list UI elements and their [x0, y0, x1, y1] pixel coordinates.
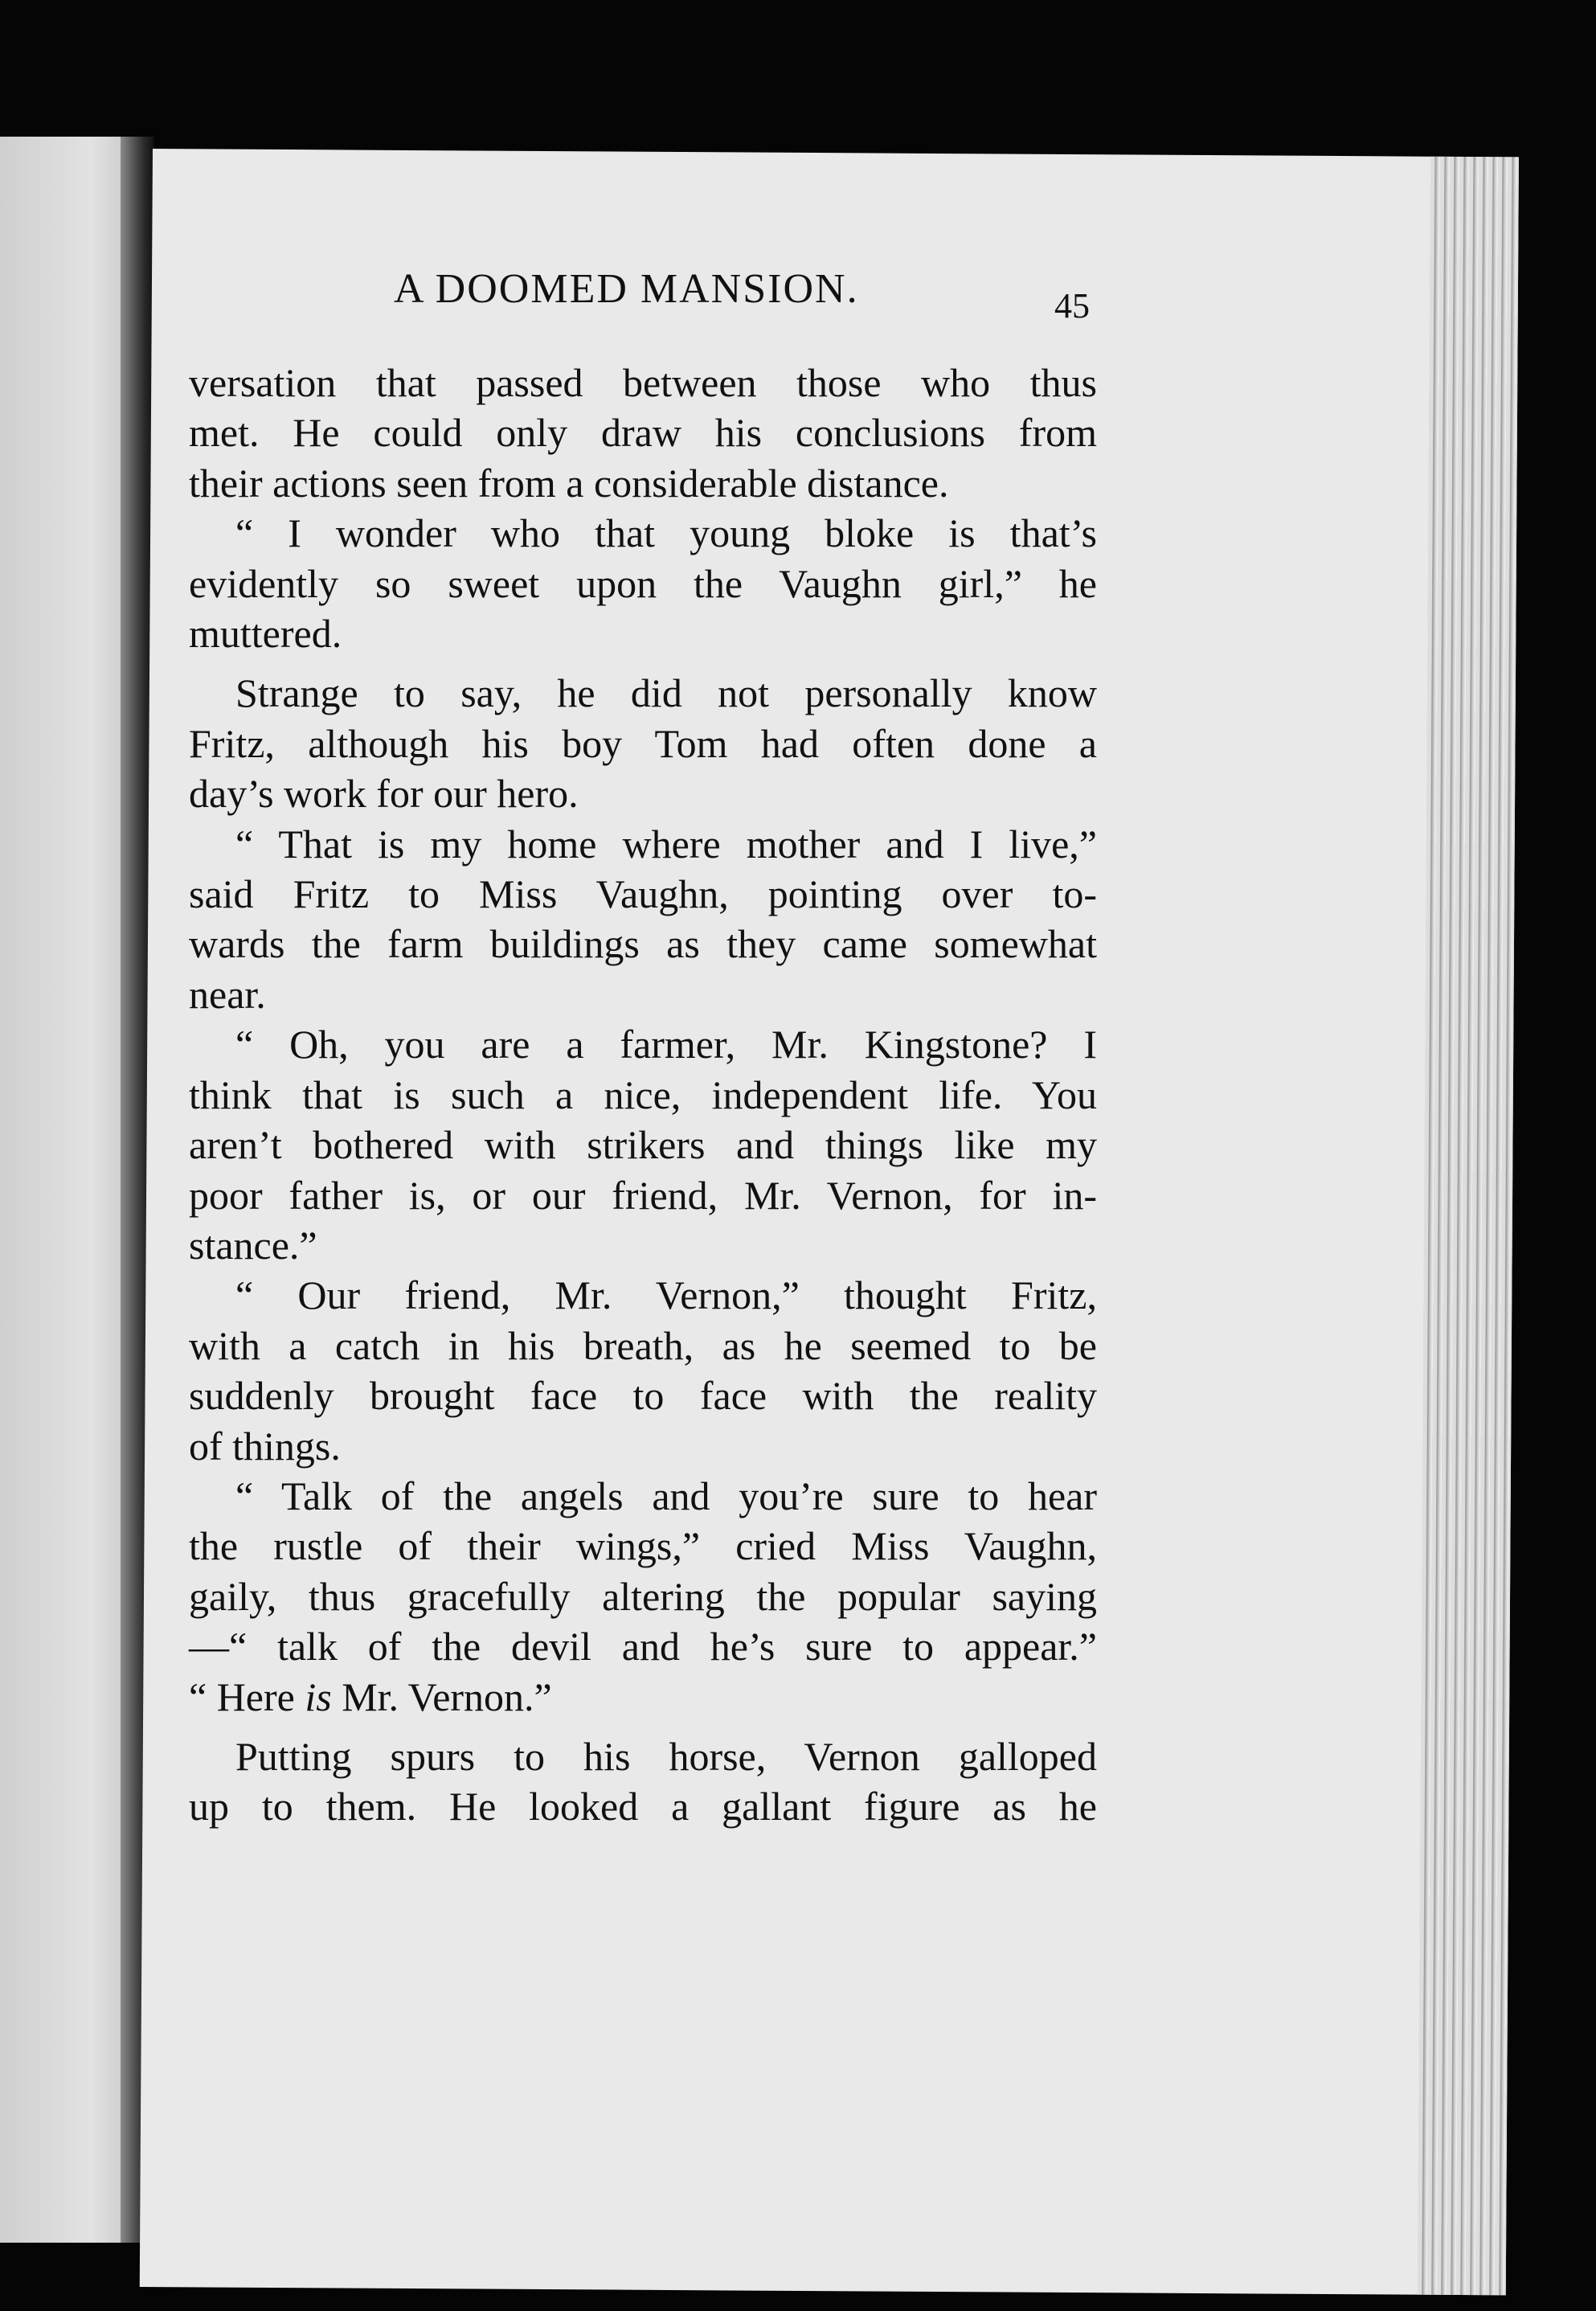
text-line: their actions seen from a considerable distance. [189, 460, 949, 506]
text-line: Strange to say, he did not personally know [235, 670, 1097, 716]
text-line: of things. [189, 1423, 341, 1469]
text-line: up to them. He looked a gallant figure as he [189, 1784, 1097, 1830]
text-line: Fritz, although his boy Tom had often done a [189, 720, 1097, 766]
text-line: with a catch in his breath, as he seemed to be [189, 1322, 1097, 1368]
text-line: Putting spurs to his horse, Vernon galloped [235, 1733, 1097, 1779]
text-line: evidently so sweet upon the Vaughn girl,” he [189, 560, 1097, 606]
italic-word: is [305, 1674, 332, 1719]
text-line: suddenly brought face to face with the reality [189, 1373, 1097, 1419]
text-line: versation that passed between those who thus [189, 360, 1097, 405]
text-line: “ Talk of the angels and you’re sure to hear [235, 1473, 1097, 1518]
running-title: A DOOMED MANSION. [394, 266, 859, 312]
paragraph [189, 358, 1097, 508]
text-line: think that is such a nice, independent life. You [189, 1072, 1097, 1117]
text-line: the rustle of their wings,” cried Miss Vaughn, [189, 1523, 1097, 1569]
paragraph [189, 508, 1097, 658]
body-text [189, 358, 1097, 1832]
text-line: gaily, thus gracefully altering the popular saying [189, 1573, 1097, 1619]
page-number: 45 [1054, 286, 1090, 326]
text-line: “ Oh, you are a farmer, Mr. Kingstone? I [235, 1022, 1097, 1067]
paragraph [189, 819, 1097, 1020]
text-line: —“ talk of the devil and he’s sure to appear.” [189, 1624, 1097, 1670]
text-line: met. He could only draw his conclusions from [189, 410, 1097, 456]
text-line: aren’t bothered with strikers and things like my [189, 1122, 1097, 1168]
text-line: stance.” [189, 1222, 317, 1268]
text-line: said Fritz to Miss Vaughn, pointing over to- [189, 871, 1097, 917]
paragraph [189, 1731, 1097, 1832]
text-line: muttered. [189, 611, 342, 657]
text-fragment: Mr. Vernon.” [331, 1674, 552, 1719]
text-line: “ That is my home where mother and I live,” [235, 821, 1097, 867]
paragraph [189, 1019, 1097, 1270]
text-line: day’s work for our hero. [189, 771, 579, 817]
text-line [189, 1672, 1097, 1722]
text-line: “ Our friend, Mr. Vernon,” thought Fritz, [235, 1272, 1097, 1318]
text-line: poor father is, or our friend, Mr. Vernon, for in- [189, 1172, 1097, 1218]
page-edges [1418, 157, 1519, 2296]
paragraph [189, 1471, 1097, 1722]
text-fragment: “ Here [189, 1674, 305, 1719]
text-line: “ I wonder who that young bloke is that’s [235, 510, 1097, 556]
text-line: wards the farm buildings as they came somewhat [189, 921, 1097, 967]
paragraph [189, 668, 1097, 818]
text-line: near. [189, 971, 266, 1017]
paragraph [189, 1270, 1097, 1471]
